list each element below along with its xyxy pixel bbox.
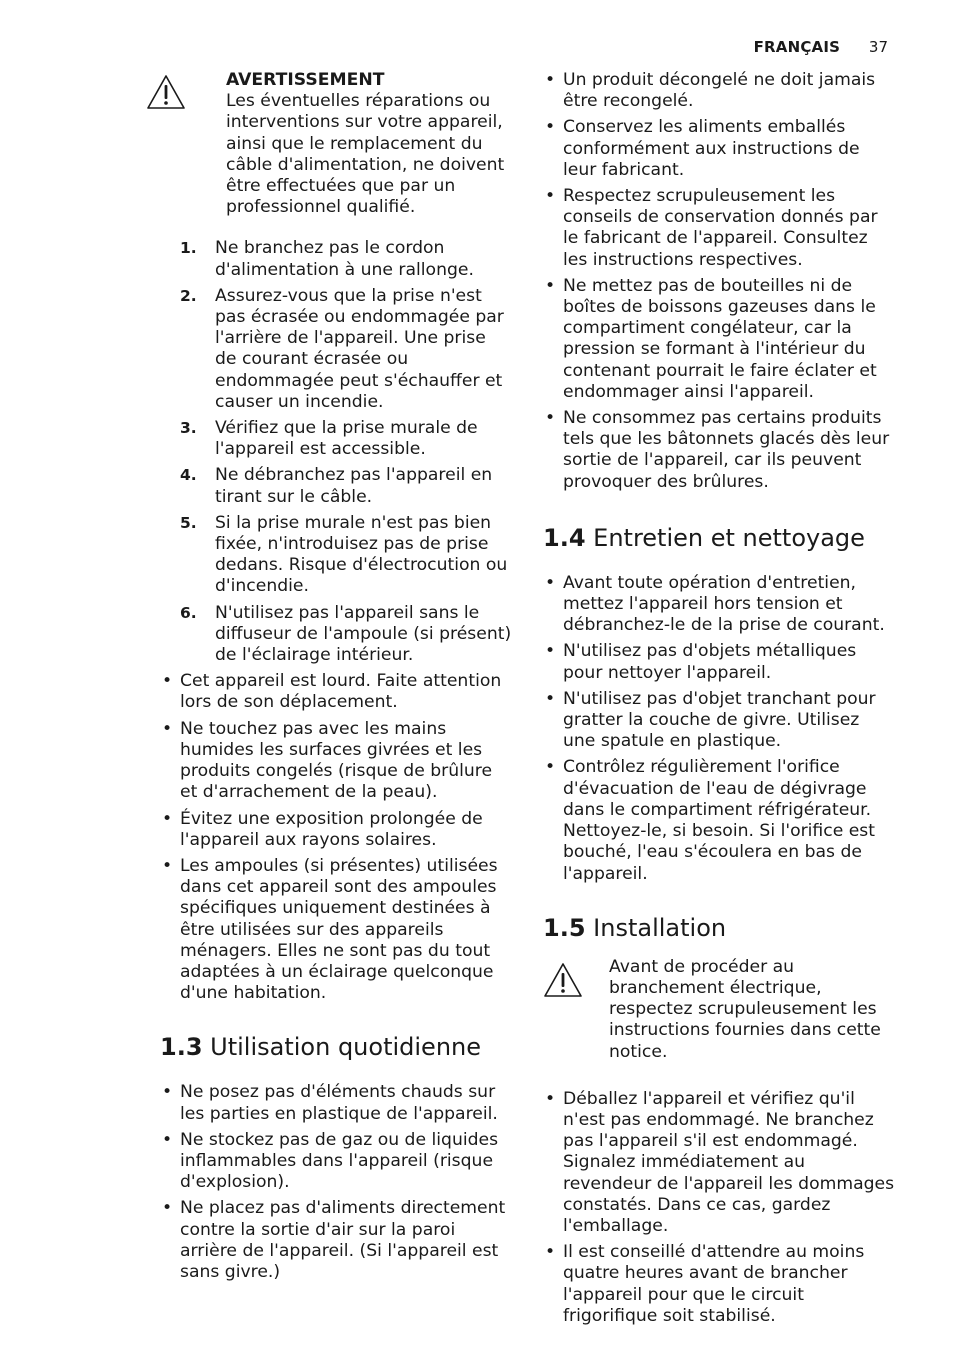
bullet-text: Les ampoules (si présentes) utilisées dans cet appareil sont des ampoules spécifiques uniquement destinées à être utilisées sur des appareils ménagers. Elles ne sont pas du tout adaptées à un éclairage quelconque d'une habitation. <box>180 855 498 1004</box>
bullet-text: Avant toute opération d'entretien, mettez l'appareil hors tension et débranchez-le de la prise de courant. <box>563 572 885 636</box>
section-number: 1.4 <box>543 523 586 552</box>
bullet-dot: • <box>162 808 173 829</box>
bullet-item <box>543 641 895 683</box>
installation-warning <box>543 957 895 1063</box>
warning-triangle-icon <box>146 74 186 110</box>
bullet-item <box>160 809 512 851</box>
installation-warning-text: Avant de procéder au branchement électrique, respectez scrupuleusement les instructions fournies dans cette notice. <box>609 956 881 1062</box>
bullet-text: Ne mettez pas de bouteilles ni de boîtes de boissons gazeuses dans le compartiment congélateur, car la pression se formant à l'intérieur du contenant pourrait le faire éclater et endommager ainsi l'appareil. <box>563 275 877 402</box>
section-heading-1-5 <box>543 913 895 943</box>
page-header <box>754 38 888 56</box>
item-number: 3. <box>180 419 197 438</box>
section-number: 1.5 <box>543 913 586 942</box>
bullet-item <box>543 117 895 181</box>
right-top-bullets <box>543 70 895 493</box>
warning-text: Les éventuelles réparations ou interventions sur votre appareil, ainsi que le remplacement du câble d'alimentation, ne doivent être effectuées que par un professionnel qualifié. <box>226 91 505 218</box>
right-column <box>543 70 895 1332</box>
bullet-item <box>543 573 895 637</box>
bullet-dot: • <box>162 1129 173 1150</box>
bullet-dot: • <box>545 275 556 296</box>
warning-title: AVERTISSEMENT <box>226 70 385 90</box>
item-text: N'utilisez pas l'appareil sans le diffuseur de l'ampoule (si présent) de l'éclairage intérieur. <box>215 602 512 666</box>
bullet-dot: • <box>545 186 556 207</box>
bullet-text: Ne posez pas d'éléments chauds sur les parties en plastique de l'appareil. <box>180 1082 498 1124</box>
item-number: 5. <box>180 513 197 532</box>
bullet-dot: • <box>545 1088 556 1109</box>
bullet-text: Un produit décongelé ne doit jamais être recongelé. <box>563 70 876 112</box>
bullet-item <box>160 719 512 804</box>
bullet-text: Respectez scrupuleusement les conseils de conservation donnés par le fabricant de l'appareil. Consultez les instructions respectives. <box>563 186 878 270</box>
bullet-item <box>160 1130 512 1194</box>
bullet-dot: • <box>545 641 556 662</box>
section-1-5-bullets <box>543 1089 895 1327</box>
bullet-dot: • <box>545 117 556 138</box>
bullet-text: Évitez une exposition prolongée de l'appareil aux rayons solaires. <box>180 808 483 850</box>
bullet-dot: • <box>545 1242 556 1263</box>
bullet-item <box>543 408 895 493</box>
bullet-text: Contrôlez régulièrement l'orifice d'évacuation de l'eau de dégivrage dans le compartiment réfrigérateur. Nettoyez-le, si besoin. Si l'orifice est bouché, l'eau s'écoulera en bas de l'appareil. <box>563 757 876 884</box>
section-1-3-bullets <box>160 1082 512 1283</box>
bullet-text: Ne touchez pas avec les mains humides les surfaces givrées et les produits congelés (risque de brûlure et d'arrachement de la peau). <box>180 718 493 803</box>
section-heading-1-3 <box>160 1032 512 1062</box>
item-number: 6. <box>180 603 197 622</box>
bullet-text: Ne stockez pas de gaz ou de liquides inflammables dans l'appareil (risque d'explosion). <box>180 1129 499 1193</box>
bullet-text: Ne placez pas d'aliments directement contre la sortie d'air sur la paroi arrière de l'appareil. (Si l'appareil est sans givre.) <box>180 1198 506 1282</box>
bullet-item <box>543 186 895 271</box>
bullet-text: Déballez l'appareil et vérifiez qu'il n'est pas endommagé. Ne branchez pas l'appareil s'il est endommagé. Signalez immédiatement au revendeur de l'appareil les dommages constatés. Dans ce cas, gardez l'emballage. <box>563 1088 895 1236</box>
bullet-text: Ne consommez pas certains produits tels que les bâtonnets glacés dès leur sortie de l'appareil, car ils peuvent provoquer des brûlures. <box>563 408 890 492</box>
section-title: Installation <box>593 913 727 942</box>
bullet-dot: • <box>545 688 556 709</box>
numbered-item <box>160 418 512 460</box>
numbered-item <box>160 465 512 507</box>
bullet-item <box>160 671 512 713</box>
warning-triangle-icon <box>543 962 583 998</box>
section-title: Utilisation quotidienne <box>210 1033 482 1062</box>
item-text: Vérifiez que la prise murale de l'appareil est accessible. <box>215 418 478 460</box>
numbered-list <box>160 238 512 666</box>
bullet-item <box>160 1198 512 1283</box>
numbered-item <box>160 603 512 667</box>
bullet-dot: • <box>545 70 556 90</box>
bullet-text: N'utilisez pas d'objet tranchant pour gratter la couche de givre. Utilisez une spatule en plastique. <box>563 688 876 752</box>
numbered-item <box>160 238 512 280</box>
item-text: Si la prise murale n'est pas bien fixée, n'introduisez pas de prise dedans. Risque d'électrocution ou d'incendie. <box>215 512 508 597</box>
bullet-item <box>543 70 895 112</box>
bullet-text: Conservez les aliments emballés conformément aux instructions de leur fabricant. <box>563 117 860 180</box>
header-language: FRANÇAIS <box>753 38 841 56</box>
bullet-item <box>160 856 512 1004</box>
left-bullet-list <box>160 671 512 1004</box>
bullet-item <box>543 1089 895 1237</box>
section-title: Entretien et nettoyage <box>593 523 865 552</box>
page-number: 37 <box>868 38 888 56</box>
bullet-text: Cet appareil est lourd. Faite attention lors de son déplacement. <box>180 671 502 713</box>
bullet-dot: • <box>162 671 173 692</box>
numbered-item <box>160 513 512 598</box>
bullet-item <box>543 757 895 884</box>
bullet-item <box>543 1242 895 1327</box>
section-1-4-bullets <box>543 573 895 885</box>
item-number: 4. <box>180 466 197 485</box>
left-column <box>160 70 512 1288</box>
bullet-dot: • <box>162 718 173 739</box>
warning-block <box>160 70 512 218</box>
bullet-dot: • <box>162 1082 173 1103</box>
item-text: Assurez-vous que la prise n'est pas écrasée ou endommagée par l'arrière de l'appareil. Une prise de courant écrasée ou endommagée peut s'échauffer et causer un incendie. <box>215 285 504 412</box>
section-heading-1-4 <box>543 523 895 553</box>
item-text: Ne débranchez pas l'appareil en tirant sur le câble. <box>215 465 493 507</box>
bullet-text: N'utilisez pas d'objets métalliques pour nettoyer l'appareil. <box>563 641 857 683</box>
numbered-item <box>160 286 512 413</box>
bullet-dot: • <box>162 855 173 876</box>
item-number: 2. <box>180 286 197 305</box>
item-number: 1. <box>180 239 197 258</box>
bullet-item <box>543 689 895 753</box>
bullet-item <box>160 1082 512 1124</box>
section-number: 1.3 <box>160 1033 203 1062</box>
bullet-dot: • <box>545 757 556 778</box>
bullet-dot: • <box>162 1198 173 1219</box>
bullet-dot: • <box>545 572 556 593</box>
bullet-dot: • <box>545 408 556 429</box>
item-text: Ne branchez pas le cordon d'alimentation à une rallonge. <box>215 238 474 280</box>
bullet-item <box>543 276 895 403</box>
bullet-text: Il est conseillé d'attendre au moins quatre heures avant de brancher l'appareil pour que le circuit frigorifique soit stabilisé. <box>563 1242 865 1326</box>
